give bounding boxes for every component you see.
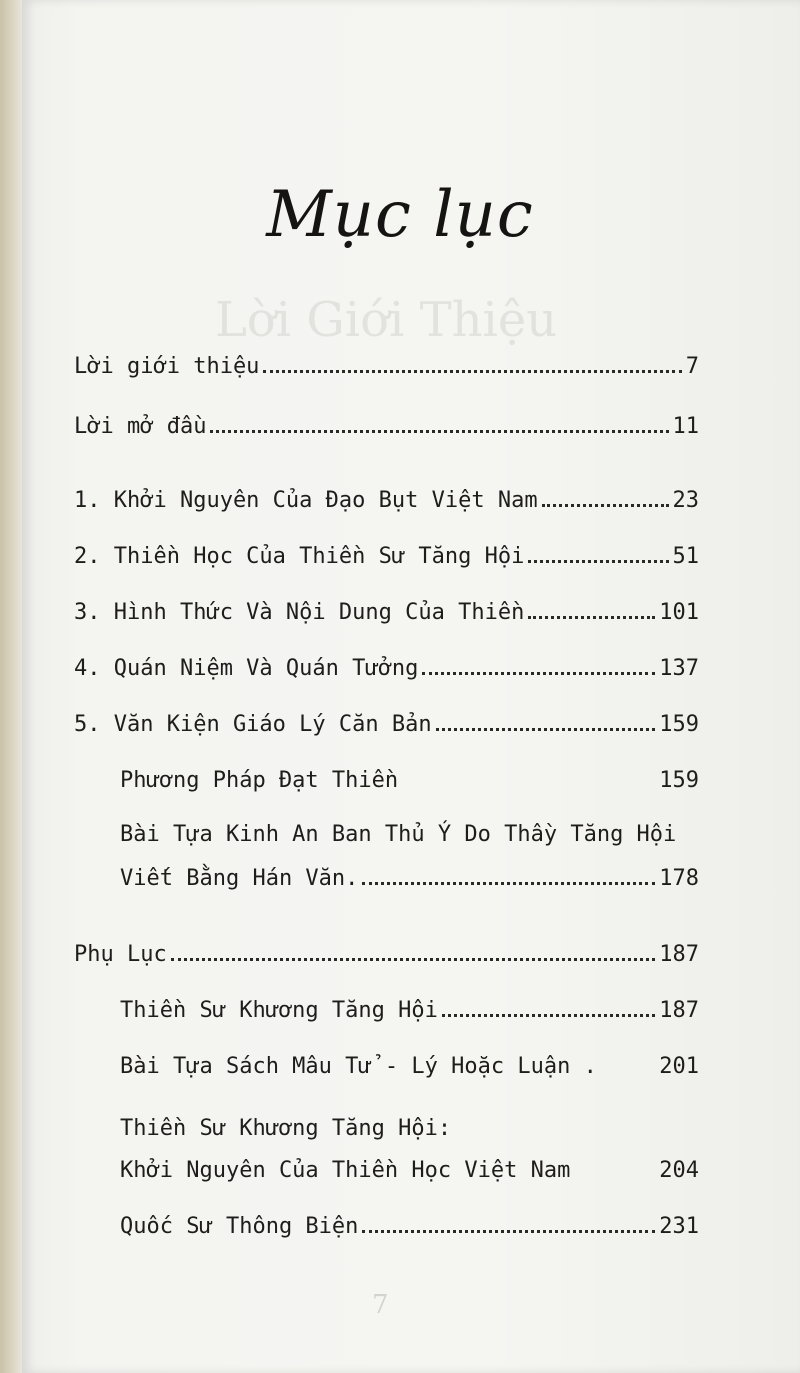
toc-entry-page: 201 [659,1054,699,1079]
toc-entry-label: 5. Văn Kiện Giáo Lý Căn Bản [74,712,432,737]
toc-entry-chapter-4 [74,656,699,681]
show-through-heading: Lời Giới Thiệu [215,292,558,348]
toc-subentry-khoi-nguyen-line2 [120,1158,699,1183]
toc-entry-page: 101 [659,600,699,625]
toc-leader-dots [601,1070,655,1073]
toc-entry-label: Khởi Nguyên Của Thiền Học Việt Nam [120,1158,571,1183]
toc-leader-dots [362,882,655,885]
toc-subentry-khuong-tang-hoi [120,998,699,1023]
toc-entry-label: 1. Khởi Nguyên Của Đạo Bụt Việt Nam [74,488,538,513]
toc-entry-label: Viết Bằng Hán Văn. [120,866,359,891]
toc-entry-page: 178 [659,866,699,891]
toc-leader-dots [402,784,655,787]
toc-leader-dots [528,616,655,619]
toc-entry-loi-mo-dau [74,414,699,439]
toc-entry-label: Bài Tựa Sách Mâu Tử - Lý Hoặc Luận . [120,1054,597,1079]
toc-leader-dots [210,430,668,433]
toc-entry-chapter-3 [74,600,699,625]
toc-entry-page: 11 [672,414,699,439]
toc-entry-label: Thiền Sư Khương Tăng Hội [120,998,438,1023]
toc-entry-label: 2. Thiền Học Của Thiền Sư Tăng Hội [74,544,525,569]
toc-leader-dots [574,1174,655,1177]
toc-entry-label: Lời giới thiệu [74,354,260,379]
toc-subentry-bai-tua-line1: Bài Tựa Kinh An Ban Thủ Ý Do Thầy Tăng Hội [120,822,677,847]
toc-leader-dots [442,1014,655,1017]
toc-subentry-khoi-nguyen-line1: Thiền Sư Khương Tăng Hội: [120,1116,452,1141]
toc-leader-dots [422,672,655,675]
toc-subentry-phuong-phap [120,768,699,793]
toc-entry-label: Phương Pháp Đạt Thiền [120,768,399,793]
toc-entry-page: 159 [659,712,699,737]
toc-entry-page: 23 [672,488,699,513]
toc-entry-label: Lời mở đầu [74,414,207,439]
toc-entry-page: 51 [672,544,699,569]
toc-subentry-bai-tua-line2 [120,866,699,891]
toc-entry-page: 187 [659,998,699,1023]
toc-entry-page: 187 [659,942,699,967]
toc-entry-label: 4. Quán Niệm Và Quán Tưởng [74,656,419,681]
toc-entry-loi-gioi-thieu [74,354,699,379]
toc-entry-label: Phụ Lục [74,942,167,967]
toc-entry-chapter-2 [74,544,699,569]
toc-entry-label: Quốc Sư Thông Biện [120,1214,359,1239]
toc-subentry-mau-tu [120,1054,699,1079]
toc-entry-chapter-5 [74,712,699,737]
toc-entry-page: 204 [659,1158,699,1183]
toc-entry-phu-luc [74,942,699,967]
toc-entry-page: 231 [659,1214,699,1239]
toc-leader-dots [436,728,656,731]
toc-entry-label: 3. Hình Thức Và Nội Dung Của Thiền [74,600,525,625]
toc-leader-dots [263,370,681,373]
toc-entry-chapter-1 [74,488,699,513]
toc-leader-dots [542,504,669,507]
toc-leader-dots [362,1230,655,1233]
show-through-page-number: 7 [372,1290,389,1320]
page-title: Mục lục [266,178,534,252]
toc-leader-dots [171,958,656,961]
toc-entry-page: 159 [659,768,699,793]
toc-entry-page: 7 [685,354,699,379]
toc-entry-page: 137 [659,656,699,681]
toc-subentry-quoc-su [120,1214,699,1239]
toc-leader-dots [528,560,668,563]
